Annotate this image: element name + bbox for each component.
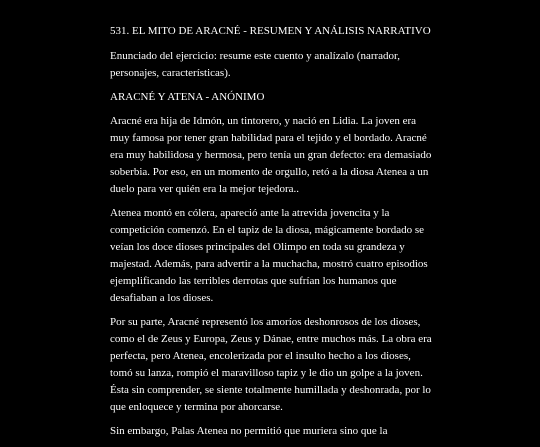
document-body	[110, 23, 432, 447]
exercise-prompt: Enunciado del ejercicio: resume este cuento y analízalo (narrador, personajes, características).	[110, 50, 401, 79]
document-title: 531. EL MITO DE ARACNÉ - RESUMEN Y ANÁLISIS NARRATIVO	[110, 25, 431, 37]
story-paragraph-3: Por su parte, Aracné representó los amoríos deshonrosos de los dioses, como el de Zeus y Europa, Zeus y Dánae, entre muchos más. La obra era perfecta, pero Atenea, encolerizada por el insulto hecho a los dioses, tomó su lanza, rompió el maravilloso tapiz y le dio un golpe a la joven. Ésta sin comprender, se siente totalmente humillada y deshonrada, por lo que enloquece y termina por ahorcarse.	[110, 316, 432, 413]
story-subtitle: ARACNÉ Y ATENA - ANÓNIMO	[110, 91, 265, 103]
story-paragraph-2: Atenea montó en cólera, apareció ante la atrevida jovencita y la competición comenzó. En el tapiz de la diosa, mágicamente bordado se veían los doce dioses principales del Olimpo en toda su grandeza y majestad. Además, para advertir a la muchacha, mostró cuatro episodios ejemplificando las terribles derrotas que sufrían los humanos que desafiaban a los dioses.	[110, 207, 428, 304]
story-paragraph-1: Aracné era hija de Idmón, un tintorero, y nació en Lidia. La joven era muy famosa por tener gran habilidad para el tejido y el bordado. Aracné era muy habilidosa y hermosa, pero tenía un gran defecto: era demasiado soberbia. Por eso, en un momento de orgullo, retó a la diosa Atenea a un duelo para ver quién era la mejor tejedora..	[110, 115, 432, 195]
story-paragraph-4: Sin embargo, Palas Atenea no permitió que muriera sino que la	[110, 425, 388, 437]
